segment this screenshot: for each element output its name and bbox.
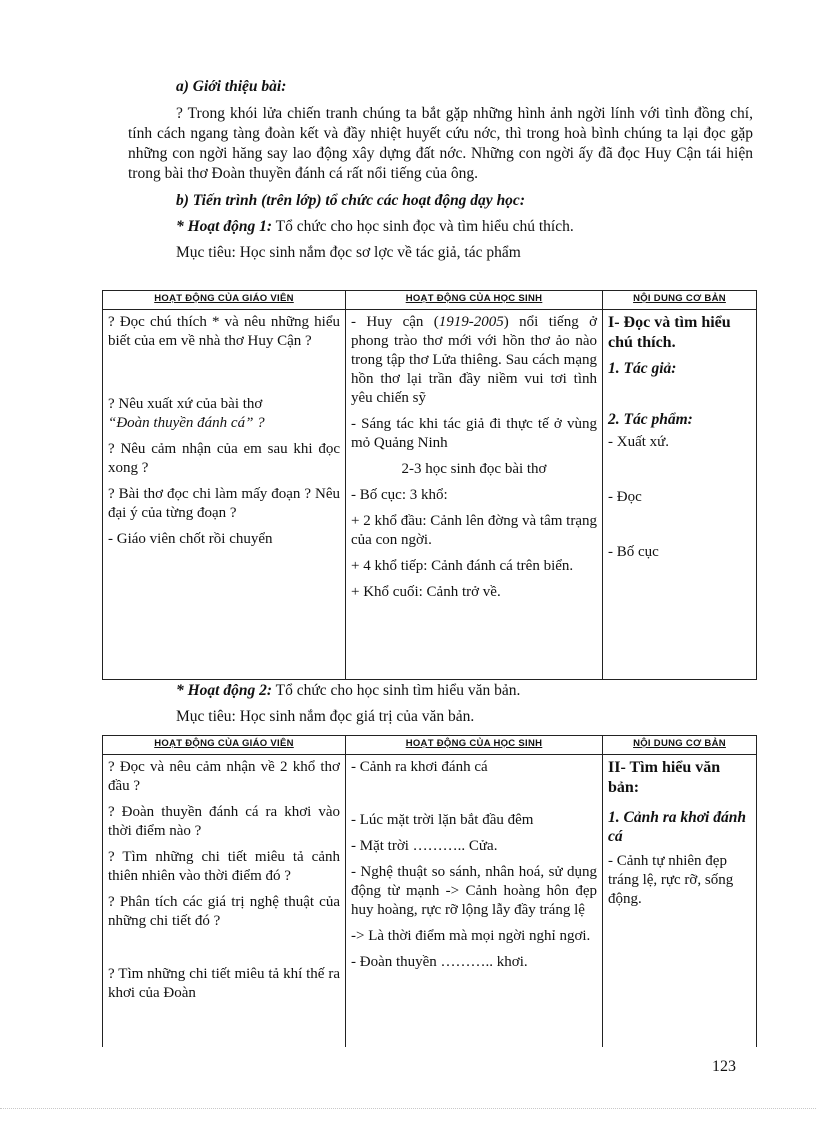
intro-heading: a) Giới thiệu bài: xyxy=(176,78,287,95)
student-a7: + Khổ cuối: Cảnh trở về. xyxy=(351,584,501,600)
activity1-goal: Mục tiêu: Học sinh nắm đọc sơ lợc về tác giả, tác phẩm xyxy=(176,244,521,261)
student-a5: + 2 khổ đầu: Cảnh lên đờng và tâm trạng của con ngời. xyxy=(351,513,597,548)
header-student: HOẠT ĐỘNG CỦA HỌC SINH xyxy=(346,736,603,755)
student-a6: - Đoàn thuyền ……….. khơi. xyxy=(351,954,528,970)
teacher-q2 xyxy=(108,395,340,433)
teacher-q1: ? Đọc chú thích * và nêu những hiểu biết của em về nhà thơ Huy Cận ? xyxy=(108,314,340,349)
page-edge-divider xyxy=(0,1108,816,1109)
teacher-q3: ? Tìm những chi tiết miêu tả cảnh thiên nhiên vào thời điểm đó ? xyxy=(108,849,340,884)
content-read: - Đọc xyxy=(608,489,642,505)
header-content: NỘI DUNG CƠ BẢN xyxy=(603,291,757,310)
header-teacher: HOẠT ĐỘNG CỦA GIÁO VIÊN xyxy=(103,736,346,755)
student-cell xyxy=(346,310,603,680)
header-student: HOẠT ĐỘNG CỦA HỌC SINH xyxy=(346,291,603,310)
student-a6: + 4 khổ tiếp: Cảnh đánh cá trên biển. xyxy=(351,558,574,574)
student-a1-start: - Huy cận ( xyxy=(351,314,439,330)
content-origin: - Xuất xứ. xyxy=(608,434,670,450)
intro-paragraph: ? Trong khói lửa chiến tranh chúng ta bắt gặp những hình ảnh ngời lính với tình đồng chí, tính cách ngang tàng đoàn kết và đầy nhiệt huyết cứu nớc, thì trong hoà bình chúng ta lại đọc gặp những con ngời hăng say lao động xây dựng đất nớc. Những con ngời ấy đã đọc Huy Cận tái hiện trong bài thơ Đoàn thuyền đánh cá rất nổi tiếng của ông. xyxy=(128,105,753,182)
activity1-line xyxy=(176,216,753,238)
table-header-row xyxy=(103,291,757,310)
teacher-q3: ? Nêu cảm nhận của em sau khi đọc xong ? xyxy=(108,441,340,476)
progress-heading: b) Tiến trình (trên lớp) tổ chức các hoạt động dạy học: xyxy=(176,192,525,209)
content-cell xyxy=(603,755,757,1047)
student-a1-years: 1919-2005 xyxy=(438,314,504,330)
content-author: 1. Tác giả: xyxy=(608,360,677,377)
content-work: 2. Tác phẩm: xyxy=(608,411,693,428)
activity2-line xyxy=(176,680,753,702)
page-number: 123 xyxy=(712,1058,736,1075)
header-content: NỘI DUNG CƠ BẢN xyxy=(603,736,757,755)
table-activity1 xyxy=(102,290,757,680)
student-a2: - Lúc mặt trời lặn bắt đầu đêm xyxy=(351,812,534,828)
student-a1-rest: ) nổi tiếng ở phong trào thơ mới với hồn thơ ảo nào trong tập thơ Lửa thiêng. Sau cách mạng hồn thơ lại trần đầy niềm vui tơi tình yêu chiến sỹ xyxy=(351,314,598,406)
content-section-2: II- Tìm hiểu văn bản: xyxy=(608,759,721,796)
teacher-q4: ? Phân tích các giá trị nghệ thuật của những chi tiết đó ? xyxy=(108,894,340,929)
table-row xyxy=(103,310,757,680)
student-cell xyxy=(346,755,603,1047)
content-structure: - Bố cục xyxy=(608,544,659,560)
content-section-1: I- Đọc và tìm hiểu chú thích. xyxy=(608,314,731,351)
teacher-cell xyxy=(103,310,346,680)
activity2-section xyxy=(128,680,753,728)
table-header-row xyxy=(103,736,757,755)
student-a2: - Sáng tác khi tác giả đi thực tế ở vùng mỏ Quảng Ninh xyxy=(351,416,597,451)
activity1-text: Tổ chức cho học sinh đọc và tìm hiểu chú thích. xyxy=(275,218,574,235)
activity2-text: Tổ chức cho học sinh tìm hiểu văn bản. xyxy=(275,682,521,699)
teacher-q2-text: ? Nêu xuất xứ của bài thơ xyxy=(108,396,263,412)
intro-section xyxy=(128,76,753,264)
teacher-q5: ? Tìm những chi tiết miêu tả khí thế ra khơi của Đoàn xyxy=(108,966,340,1001)
student-a5: -> Là thời điểm mà mọi ngời nghỉ ngơi. xyxy=(351,928,591,944)
header-teacher: HOẠT ĐỘNG CỦA GIÁO VIÊN xyxy=(103,291,346,310)
teacher-q5: - Giáo viên chốt rồi chuyển xyxy=(108,531,273,547)
teacher-q4: ? Bài thơ đọc chi làm mấy đoạn ? Nêu đại ý của từng đoạn ? xyxy=(108,486,340,521)
content-scene: 1. Cảnh ra khơi đánh cá xyxy=(608,809,746,845)
table-activity2 xyxy=(102,735,757,1047)
student-a4: - Nghệ thuật so sánh, nhân hoá, sử dụng động từ mạnh -> Cảnh hoàng hôn đẹp huy hoàng, rực rỡ lộng lẫy đầy tráng lệ xyxy=(351,864,597,918)
activity2-label: * Hoạt động 2: xyxy=(176,682,273,699)
teacher-q1: ? Đọc và nêu cảm nhận về 2 khổ thơ đầu ? xyxy=(108,759,340,794)
table-row xyxy=(103,755,757,1047)
student-a3: 2-3 học sinh đọc bài thơ xyxy=(401,461,547,477)
content-cell xyxy=(603,310,757,680)
content-nature: - Cảnh tự nhiên đẹp tráng lệ, rực rỡ, sống động. xyxy=(608,853,734,907)
student-a1 xyxy=(351,313,597,408)
student-a1: - Cảnh ra khơi đánh cá xyxy=(351,759,488,775)
activity1-label: * Hoạt động 1: xyxy=(176,218,273,235)
teacher-q2: ? Đoàn thuyền đánh cá ra khơi vào thời điểm nào ? xyxy=(108,804,340,839)
teacher-cell xyxy=(103,755,346,1047)
teacher-q2-title: “Đoàn thuyền đánh cá” ? xyxy=(108,415,265,431)
activity2-goal: Mục tiêu: Học sinh nắm đọc giá trị của văn bản. xyxy=(176,708,475,725)
student-a4: - Bố cục: 3 khổ: xyxy=(351,487,448,503)
student-a3: - Mặt trời ……….. Cửa. xyxy=(351,838,498,854)
